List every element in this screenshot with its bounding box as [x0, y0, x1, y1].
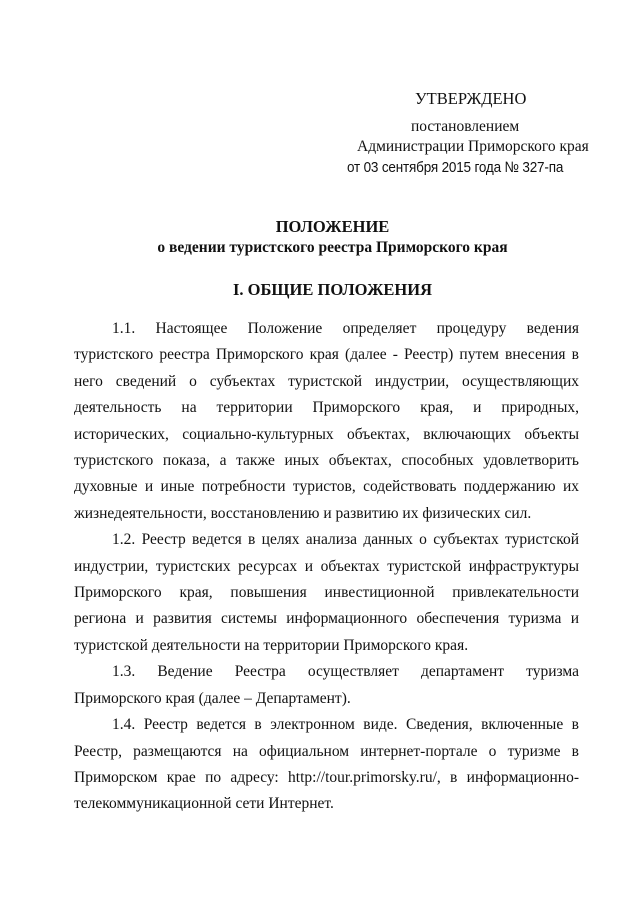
- approval-decree-date: от 03 сентября 2015 года № 327-па: [347, 159, 564, 176]
- document-subtitle: о ведении туристского реестра Приморского края: [157, 239, 508, 256]
- document-title: ПОЛОЖЕНИЕ: [275, 217, 390, 236]
- paragraph-1-2: 1.2. Реестр ведется в целях анализа данных о субъектах туристской индустрии, туристских ресурсах и объектах туристской инфраструктуры Приморского края, повышения инвестиционной привлекательности региона и развития системы информационного обеспечения туризма и туристской деятельности на территории Приморского края.: [74, 531, 579, 654]
- approval-heading: УТВЕРЖДЕНО: [415, 89, 527, 108]
- paragraph-1-3: 1.3. Ведение Реестра осуществляет департамент туризма Приморского края (далее – Департамент).: [74, 663, 579, 707]
- paragraph-1-1: 1.1. Настоящее Положение определяет процедуру ведения туристского реестра Приморского края (далее - Реестр) путем внесения в него сведений о субъектах туристской индустрии, осуществляющих деятельность на территории Приморского края, и природных, исторических, социально-культурных объектах, включающих объекты туристского показа, а также иных объектах, способных удовлетворить духовные и иные потребности туристов, содействовать поддержанию их жизнедеятельности, восстановлению и развитию их физических сил.: [74, 320, 579, 522]
- body-text: [74, 316, 579, 818]
- section-title: I. ОБЩИЕ ПОЛОЖЕНИЯ: [233, 280, 432, 299]
- approval-by-decree: постановлением: [411, 118, 520, 135]
- paragraph-1-4: 1.4. Реестр ведется в электронном виде. Сведения, включенные в Реестр, размещаются на официальном интернет-портале о туризме в Приморском крае по адресу: http://tour.primorsky.ru/, в информационно-телекоммуникационной сети Интернет.: [74, 716, 579, 813]
- approval-issuer: Администрации Приморского края: [357, 138, 589, 155]
